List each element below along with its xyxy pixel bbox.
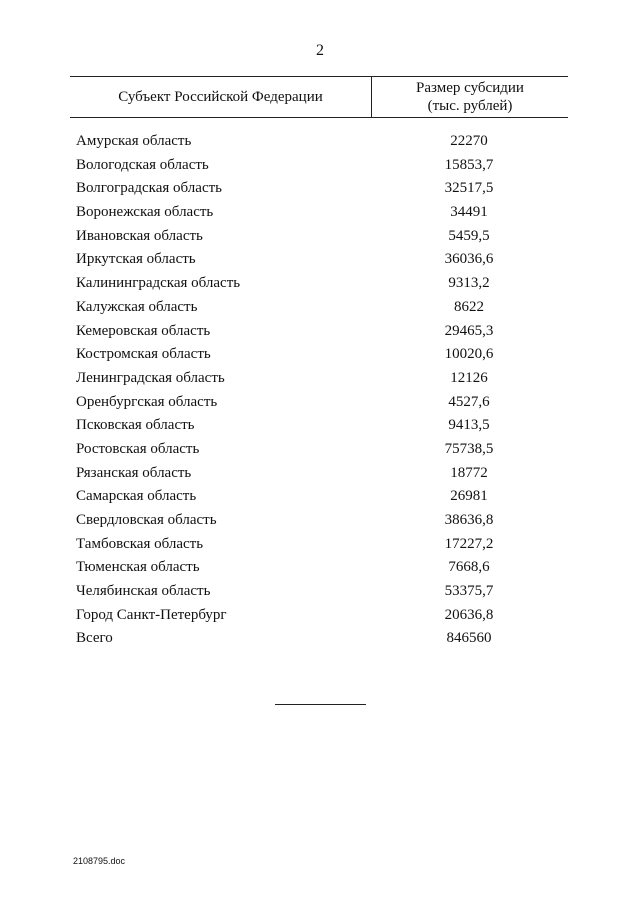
table-body [0, 131, 640, 652]
region-name: Всего [76, 630, 113, 647]
document-id: 2108795.doc [73, 856, 126, 866]
table-header [70, 77, 568, 118]
subsidy-amount: 34491 [450, 204, 488, 221]
header-subject: Субъект Российской Федерации [118, 88, 323, 105]
header-amount [372, 77, 568, 117]
region-name: Город Санкт-Петербург [76, 606, 227, 623]
region-name: Калужская область [76, 298, 198, 315]
table-row [0, 415, 640, 439]
region-name: Челябинская область [76, 583, 211, 600]
region-name: Самарская область [76, 488, 197, 505]
table-row [0, 463, 640, 487]
table-row [0, 131, 640, 155]
table-row [0, 344, 640, 368]
region-name: Псковская область [76, 417, 195, 434]
region-name: Вологодская область [76, 156, 209, 173]
region-name: Волгоградская область [76, 180, 222, 197]
table-row [0, 486, 640, 510]
end-rule [275, 704, 366, 705]
subsidy-amount: 4527,6 [448, 393, 490, 410]
region-name: Тамбовская область [76, 535, 204, 552]
region-name: Кемеровская область [76, 322, 211, 339]
table-row [0, 178, 640, 202]
table-row [0, 439, 640, 463]
subsidy-amount: 10020,6 [444, 346, 494, 363]
header-amount-unit: (тыс. рублей) [427, 98, 513, 114]
subsidy-amount: 5459,5 [448, 227, 490, 244]
subsidy-amount: 18772 [450, 464, 488, 481]
table-row [0, 368, 640, 392]
subsidy-amount: 32517,5 [444, 180, 494, 197]
region-name: Тюменская область [76, 559, 200, 576]
region-name: Костромская область [76, 346, 211, 363]
region-name: Ивановская область [76, 227, 203, 244]
table-row [0, 155, 640, 179]
subsidy-amount: 17227,2 [444, 535, 494, 552]
table-row [0, 557, 640, 581]
subsidy-amount: 8622 [454, 298, 484, 315]
header-amount-title: Размер субсидии [416, 80, 524, 96]
region-name: Рязанская область [76, 464, 192, 481]
subsidy-amount: 38636,8 [444, 512, 494, 528]
subsidy-amount: 9413,5 [448, 417, 490, 434]
region-name: Калининградская область [76, 275, 241, 292]
page-number: 2 [316, 42, 324, 59]
table-row [0, 605, 640, 629]
subsidy-amount: 846560 [446, 630, 492, 647]
region-name: Ленинградская область [76, 369, 225, 386]
region-name: Иркутская область [76, 251, 196, 268]
subsidy-amount: 22270 [450, 133, 488, 149]
subsidy-amount: 15853,7 [444, 156, 494, 173]
table-row [0, 249, 640, 273]
subsidy-amount: 53375,7 [444, 583, 494, 600]
subsidy-amount: 7668,6 [448, 559, 490, 576]
table-row [0, 226, 640, 250]
region-name: Свердловская область [76, 512, 217, 528]
subsidy-amount: 20636,8 [444, 606, 494, 623]
table-row [0, 628, 640, 652]
region-name: Оренбургская область [76, 393, 218, 410]
subsidy-amount: 29465,3 [444, 322, 494, 339]
table-row [0, 273, 640, 297]
table-row [0, 534, 640, 558]
table-row [0, 321, 640, 345]
table-row [0, 392, 640, 416]
subsidy-amount: 26981 [450, 488, 488, 505]
region-name: Воронежская область [76, 204, 214, 221]
subsidy-amount: 36036,6 [444, 251, 494, 268]
region-name: Амурская область [76, 133, 192, 149]
table-row [0, 202, 640, 226]
region-name: Ростовская область [76, 440, 200, 457]
table-row [0, 510, 640, 534]
table-row [0, 297, 640, 321]
table-row [0, 581, 640, 605]
subsidy-amount: 12126 [450, 369, 488, 386]
subsidy-amount: 9313,2 [448, 275, 490, 292]
subsidy-amount: 75738,5 [444, 440, 494, 457]
